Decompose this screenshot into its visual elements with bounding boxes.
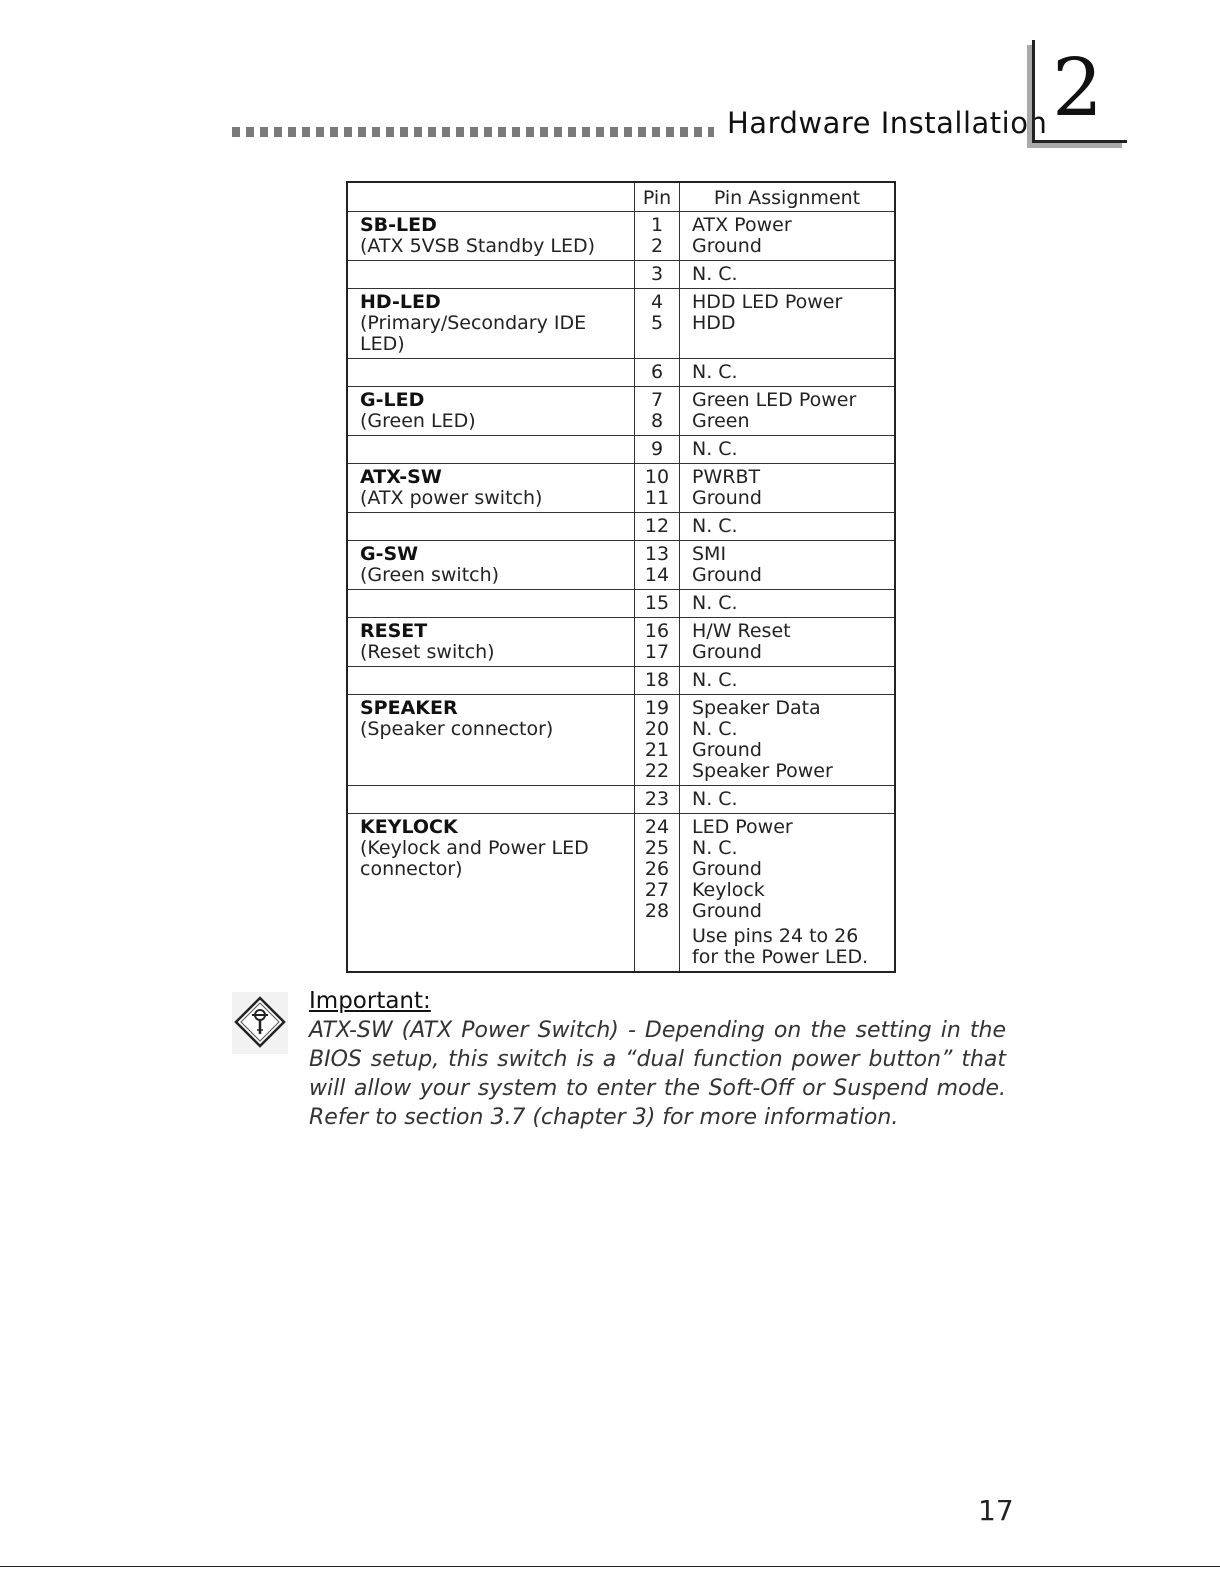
connector-cell: [347, 814, 635, 973]
pin-assignment-cell: [680, 359, 896, 387]
pin-number: 6: [650, 361, 664, 383]
pin-assignment: Ground: [692, 858, 762, 880]
table-row: [347, 359, 895, 387]
header-dotted-rule: [232, 127, 714, 137]
connector-cell: [347, 513, 635, 541]
pin-assignment: Ground: [692, 641, 762, 663]
connector-cell: [347, 464, 635, 513]
pin-assignment-cell: [680, 212, 896, 261]
connector-description: (ATX power switch): [360, 487, 543, 509]
pin-assignment: N. C.: [692, 837, 738, 859]
pin-assignment: Green: [692, 410, 750, 432]
connector-cell: [347, 436, 635, 464]
table-row: [347, 289, 895, 359]
pin-assignment: SMI: [692, 543, 727, 565]
pin-assignment-cell: [680, 695, 896, 786]
connector-description: (Primary/Secondary IDE LED): [360, 312, 587, 355]
connector-name: RESET: [360, 620, 428, 642]
pin-number: 12: [644, 515, 670, 537]
column-header-pin-assignment: Pin Assignment: [680, 182, 896, 212]
pin-assignment: HDD: [692, 312, 736, 334]
table-row: [347, 814, 895, 973]
pin-cell: [635, 359, 680, 387]
chapter-number: 2: [1052, 41, 1103, 134]
connector-name: G-SW: [360, 543, 419, 565]
pin-number: 3: [650, 263, 664, 285]
column-header-pin: Pin: [635, 182, 680, 212]
pin-assignment: N. C.: [692, 361, 738, 383]
connector-cell: [347, 261, 635, 289]
table-row: [347, 786, 895, 814]
pin-number: 27: [644, 879, 670, 901]
pin-cell: [635, 541, 680, 590]
table-row: [347, 261, 895, 289]
pin-cell: [635, 289, 680, 359]
page-number: 17: [978, 1494, 1014, 1527]
connector-cell: [347, 695, 635, 786]
table-row: [347, 618, 895, 667]
pin-cell: [635, 464, 680, 513]
pin-cell: [635, 436, 680, 464]
pin-number: 7: [650, 389, 664, 411]
pin-assignment-cell: [680, 667, 896, 695]
table-row: [347, 436, 895, 464]
pin-number: 19: [644, 697, 670, 719]
pin-assignment-cell: [680, 786, 896, 814]
pin-cell: [635, 786, 680, 814]
pin-assignment-cell: [680, 541, 896, 590]
page-header-title: Hardware Installation: [727, 106, 1048, 140]
pin-assignment-cell: [680, 618, 896, 667]
pin-number: 16: [644, 620, 670, 642]
pin-assignment: Ground: [692, 235, 762, 257]
pin-assignment: LED Power: [692, 816, 793, 838]
pin-cell: [635, 814, 680, 973]
pin-number: 17: [644, 641, 670, 663]
connector-cell: [347, 618, 635, 667]
pin-assignment: Ground: [692, 739, 762, 761]
pin-number: 9: [650, 438, 664, 460]
pin-number: 14: [644, 564, 670, 586]
pin-assignment: Keylock: [692, 879, 765, 901]
pin-assignment: Ground: [692, 900, 762, 922]
pin-number: 20: [644, 718, 670, 740]
connector-description: (ATX 5VSB Standby LED): [360, 235, 596, 257]
caution-diamond-icon: [232, 990, 288, 1056]
connector-description: (Speaker connector): [360, 718, 554, 740]
table-row: [347, 541, 895, 590]
pin-assignment: N. C.: [692, 592, 738, 614]
pin-cell: [635, 667, 680, 695]
connector-cell: [347, 590, 635, 618]
pin-assignment: H/W Reset: [692, 620, 791, 642]
front-panel-pin-table: [346, 181, 896, 973]
pin-assignment-cell: [680, 464, 896, 513]
connector-cell: [347, 667, 635, 695]
table-body: [347, 212, 895, 973]
connector-name: KEYLOCK: [360, 816, 458, 838]
pin-cell: [635, 618, 680, 667]
pin-assignment: ATX Power: [692, 214, 792, 236]
connector-cell: [347, 786, 635, 814]
pin-number: 8: [650, 410, 664, 432]
pin-number: 1: [650, 214, 664, 236]
pin-assignment: Speaker Power: [692, 760, 833, 782]
pin-assignment: N. C.: [692, 438, 738, 460]
pin-assignment: Ground: [692, 564, 762, 586]
connector-name: HD-LED: [360, 291, 441, 313]
pin-number: 24: [644, 816, 670, 838]
important-note-text: ATX-SW (ATX Power Switch) - Depending on the setting in the BIOS setup, this switch is a “dual function power button” that will allow your system to enter the Soft-Off or Suspend mode. Refer to section 3.7 (chapter 3) for more information.: [309, 1018, 1006, 1130]
pin-number: 26: [644, 858, 670, 880]
pin-number: 2: [650, 235, 664, 257]
table-row: [347, 667, 895, 695]
pin-number: 22: [644, 760, 670, 782]
connector-name: SB-LED: [360, 214, 437, 236]
connector-cell: [347, 289, 635, 359]
connector-cell: [347, 387, 635, 436]
bottom-divider: [0, 1566, 1220, 1567]
pin-number: 25: [644, 837, 670, 859]
pin-assignment-cell: [680, 814, 896, 973]
pin-number: 15: [644, 592, 670, 614]
table-row: [347, 387, 895, 436]
pin-assignment: Green LED Power: [692, 389, 857, 411]
connector-cell: [347, 212, 635, 261]
pin-assignment-cell: [680, 513, 896, 541]
pin-assignment-cell: [680, 261, 896, 289]
important-heading: Important:: [309, 988, 431, 1014]
pin-number: 11: [644, 487, 670, 509]
pin-assignment: N. C.: [692, 718, 738, 740]
connector-description: (Green LED): [360, 410, 476, 432]
pin-cell: [635, 695, 680, 786]
pin-assignment: PWRBT: [692, 466, 761, 488]
pin-number: 5: [650, 312, 664, 334]
pin-number: 13: [644, 543, 670, 565]
pin-assignment: N. C.: [692, 788, 738, 810]
pin-assignment: Ground: [692, 487, 762, 509]
table-row: [347, 212, 895, 261]
connector-name: G-LED: [360, 389, 425, 411]
table-header-row: [347, 182, 895, 212]
connector-name: SPEAKER: [360, 697, 458, 719]
pin-assignment-cell: [680, 590, 896, 618]
pin-assignment-cell: [680, 436, 896, 464]
connector-cell: [347, 541, 635, 590]
connector-description: (Green switch): [360, 564, 500, 586]
connector-name: ATX-SW: [360, 466, 442, 488]
pin-assignment-cell: [680, 387, 896, 436]
pin-assignment: N. C.: [692, 515, 738, 537]
pin-number: 4: [650, 291, 664, 313]
pin-assignment: Speaker Data: [692, 697, 821, 719]
pin-assignment-cell: [680, 289, 896, 359]
table-row: [347, 590, 895, 618]
pin-cell: [635, 590, 680, 618]
pin-number: 10: [644, 466, 670, 488]
pin-cell: [635, 261, 680, 289]
connector-cell: [347, 359, 635, 387]
table-row: [347, 464, 895, 513]
pin-assignment-note: Use pins 24 to 26 for the Power LED.: [692, 925, 869, 968]
pin-cell: [635, 212, 680, 261]
pin-number: 23: [644, 788, 670, 810]
pin-assignment: N. C.: [692, 669, 738, 691]
pin-cell: [635, 387, 680, 436]
connector-description: (Keylock and Power LED connector): [360, 837, 589, 880]
pin-assignment: HDD LED Power: [692, 291, 843, 313]
table-row: [347, 513, 895, 541]
column-header-connector: [347, 182, 635, 212]
pin-number: 28: [644, 900, 670, 922]
connector-description: (Reset switch): [360, 641, 495, 663]
table-row: [347, 695, 895, 786]
pin-cell: [635, 513, 680, 541]
pin-number: 18: [644, 669, 670, 691]
pin-number: 21: [644, 739, 670, 761]
pin-assignment: N. C.: [692, 263, 738, 285]
